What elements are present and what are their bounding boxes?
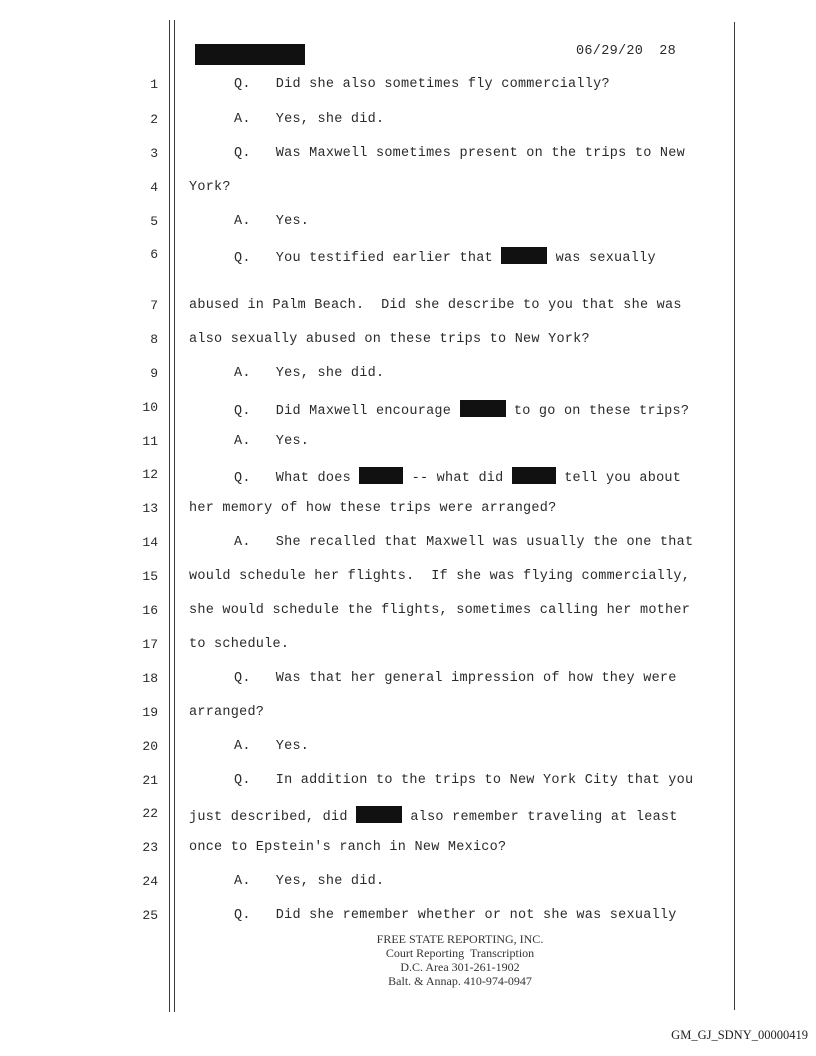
line-number: 18 (142, 671, 158, 686)
transcript-line (0, 501, 816, 521)
transcript-line (0, 840, 816, 860)
line-text-segment: once to Epstein's ranch in New Mexico? (189, 840, 507, 855)
transcript-line (0, 569, 816, 589)
line-text (189, 705, 264, 720)
line-text (234, 434, 309, 449)
line-text-segment: Q. Did she remember whether or not she was sexually (234, 908, 677, 923)
line-text (234, 77, 610, 92)
transcript-line (0, 637, 816, 657)
line-text-segment: she would schedule the flights, sometimes calling her mother (189, 603, 691, 618)
line-number: 21 (142, 773, 158, 788)
line-text (189, 603, 690, 618)
line-number: 1 (150, 77, 158, 92)
line-text-segment: tell you about (555, 471, 682, 486)
line-number: 4 (150, 180, 158, 195)
footer-services: Court Reporting Transcription (385, 946, 535, 960)
transcript-line (0, 671, 816, 691)
line-text-segment: A. Yes, she did. (234, 112, 385, 127)
line-text (234, 366, 384, 381)
line-text-segment: to go on these trips? (505, 404, 690, 419)
transcript-line (0, 400, 816, 420)
line-number: 20 (142, 739, 158, 754)
redaction-box (359, 467, 403, 484)
line-text-segment: A. Yes, she did. (234, 874, 385, 889)
redaction-box (512, 467, 556, 484)
line-text (234, 739, 309, 754)
page-header (576, 44, 676, 59)
line-number: 2 (150, 112, 158, 127)
line-text-segment: A. Yes. (234, 434, 310, 449)
redaction-box (356, 806, 402, 823)
footer-dc-phone: D.C. Area 301-261-1902 (400, 960, 520, 974)
line-text (234, 467, 681, 486)
line-text (234, 535, 693, 550)
line-text (234, 112, 384, 127)
line-text-segment: A. Yes. (234, 739, 310, 754)
line-number: 3 (150, 146, 158, 161)
transcript-line (0, 332, 816, 352)
line-number: 6 (150, 247, 158, 262)
line-text-segment: also remember traveling at least (402, 810, 678, 825)
line-text (234, 671, 677, 686)
line-number: 17 (142, 637, 158, 652)
line-text (189, 501, 556, 516)
line-text-segment: Q. Did she also sometimes fly commercially? (234, 77, 610, 92)
line-text (234, 773, 693, 788)
line-text (189, 298, 682, 313)
line-text-segment: was sexually (547, 251, 656, 266)
line-number: 22 (142, 806, 158, 821)
line-number: 19 (142, 705, 158, 720)
line-text-segment: A. Yes. (234, 214, 310, 229)
line-text-segment: her memory of how these trips were arranged? (189, 501, 557, 516)
transcript-line (0, 214, 816, 234)
line-text (234, 908, 677, 923)
line-text-segment: Q. Did Maxwell encourage (234, 404, 460, 419)
line-number: 14 (142, 535, 158, 550)
header-page-number: 28 (659, 44, 677, 59)
line-text-segment: just described, did (189, 810, 357, 825)
transcript-line (0, 908, 816, 928)
transcript-line (0, 180, 816, 200)
transcript-line (0, 146, 816, 166)
line-text-segment: A. Yes, she did. (234, 366, 385, 381)
transcript-line (0, 874, 816, 894)
bates-number: GM_GJ_SDNY_00000419 (671, 1028, 808, 1042)
reporter-footer (230, 932, 690, 988)
line-text (189, 840, 506, 855)
transcript-line (0, 467, 816, 487)
line-text (234, 146, 685, 161)
line-text (234, 874, 384, 889)
transcript-line (0, 77, 816, 97)
header-date: 06/29/20 (576, 44, 644, 59)
line-text-segment: -- what did (403, 471, 512, 486)
redaction-box (501, 247, 547, 264)
line-text (234, 400, 689, 419)
transcript-line (0, 773, 816, 793)
line-text (189, 332, 590, 347)
transcript-line (0, 806, 816, 826)
transcript-line (0, 739, 816, 759)
line-text (189, 180, 231, 195)
line-number: 24 (142, 874, 158, 889)
transcript-line (0, 366, 816, 386)
footer-balt-phone: Balt. & Annap. 410-974-0947 (388, 974, 532, 988)
line-text (189, 569, 690, 584)
line-text-segment: to schedule. (189, 637, 290, 652)
line-text-segment: Q. Was that her general impression of how they were (234, 671, 677, 686)
line-number: 25 (142, 908, 158, 923)
line-number: 5 (150, 214, 158, 229)
line-number: 12 (142, 467, 158, 482)
transcript-line (0, 298, 816, 318)
line-number: 9 (150, 366, 158, 381)
line-text (234, 247, 656, 266)
line-text-segment: Q. You testified earlier that (234, 251, 502, 266)
line-text-segment: abused in Palm Beach. Did she describe to you that she was (189, 298, 682, 313)
line-text-segment: would schedule her flights. If she was flying commercially, (189, 569, 691, 584)
footer-company: FREE STATE REPORTING, INC. (376, 932, 544, 946)
header-redaction (195, 44, 305, 65)
line-number: 13 (142, 501, 158, 516)
line-text-segment: Q. Was Maxwell sometimes present on the trips to New (234, 146, 685, 161)
line-text-segment: Q. In addition to the trips to New York City that you (234, 773, 694, 788)
line-number: 16 (142, 603, 158, 618)
transcript-line (0, 535, 816, 555)
line-number: 7 (150, 298, 158, 313)
line-text-segment: also sexually abused on these trips to New York? (189, 332, 590, 347)
transcript-line (0, 112, 816, 132)
line-text-segment: York? (189, 180, 231, 195)
redaction-box (460, 400, 506, 417)
transcript-line (0, 603, 816, 623)
line-number: 8 (150, 332, 158, 347)
line-text-segment: Q. What does (234, 471, 360, 486)
transcript-line (0, 434, 816, 454)
line-number: 11 (142, 434, 158, 449)
transcript-line (0, 705, 816, 725)
line-number: 10 (142, 400, 158, 415)
transcript-line (0, 247, 816, 267)
line-text (234, 214, 309, 229)
line-number: 23 (142, 840, 158, 855)
line-text-segment: arranged? (189, 705, 265, 720)
line-number: 15 (142, 569, 158, 584)
line-text (189, 637, 289, 652)
line-text-segment: A. She recalled that Maxwell was usually the one that (234, 535, 694, 550)
line-text (189, 806, 678, 825)
